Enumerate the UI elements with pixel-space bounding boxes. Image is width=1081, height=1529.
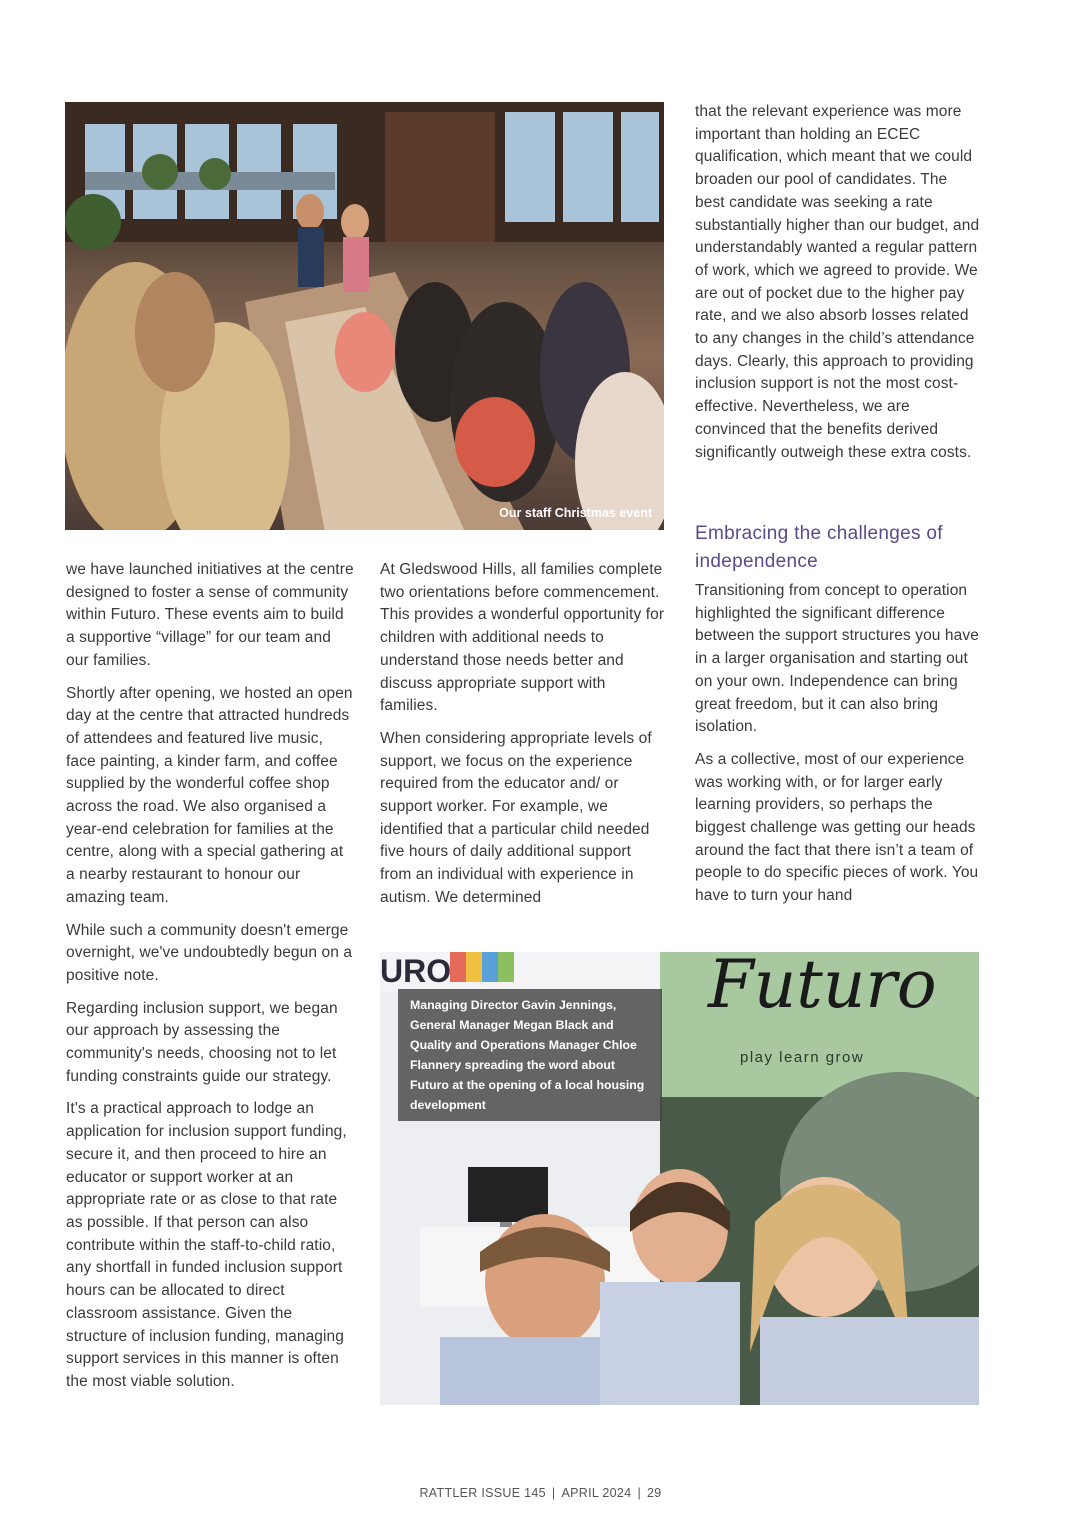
photo-caption: Our staff Christmas event xyxy=(499,506,652,520)
separator: | xyxy=(551,1486,556,1500)
separator: | xyxy=(637,1486,641,1500)
page-number: 29 xyxy=(647,1486,662,1500)
sign-logo: Futuro xyxy=(708,952,937,1023)
photo-caption: Managing Director Gavin Jennings, General Manager Megan Black and Quality and Operations Manager Chloe Flannery spreading the word about Futuro at the opening of a local housing development xyxy=(398,989,662,1121)
christmas-event-photo xyxy=(65,102,664,530)
paragraph: we have launched initiatives at the centre designed to foster a sense of community within Futuro. These events aim to build a supportive “village” for our team and our families. xyxy=(66,561,354,669)
section-heading: Embracing the challenges of independence xyxy=(695,523,943,572)
issue-date: APRIL 2024 xyxy=(561,1486,632,1500)
paragraph: While such a community doesn't emerge overnight, we've undoubtedly begun on a positive note. xyxy=(66,921,353,984)
paragraph: As a collective, most of our experience was working with, or for larger early learning providers, so perhaps the biggest challenge was getting our heads around the fact that there isn’t a team of people to do specific pieces of work. You have to turn your hand xyxy=(695,750,979,905)
futuro-team-photo xyxy=(380,952,979,1405)
column-3-top xyxy=(695,101,980,474)
publication-name: RATTLER ISSUE 145 xyxy=(419,1486,546,1500)
column-3-bottom xyxy=(695,520,980,918)
sign-tagline: play learn grow xyxy=(740,1049,865,1066)
paragraph: Regarding inclusion support, we began our approach by assessing the community's needs, choosing not to let funding constraints guide our strategy. xyxy=(66,999,338,1085)
christmas-event-illustration xyxy=(65,102,664,530)
paragraph: Shortly after opening, we hosted an open day at the centre that attracted hundreds of attendees and featured live music, face painting, a kinder farm, and coffee supplied by the wonderful coffee shop across the road. We also organised a year-end celebration for families at the centre, along with a special gathering at a nearby restaurant to honour our amazing team. xyxy=(66,684,353,906)
page-footer xyxy=(0,1486,1081,1500)
banner-fragment: URO xyxy=(380,953,452,989)
paragraph: Transitioning from concept to operation highlighted the significant difference between the support structures you have in a larger organisation and starting out on your own. Independence can bring great freedom, but it can also bring isolation. xyxy=(695,582,979,736)
paragraph: that the relevant experience was more important than holding an ECEC qualification, which meant that we could broaden our pool of candidates. The best candidate was seeking a rate substantially higher than our budget, and understandably wanted a regular pattern of work, which we agreed to provide. We are out of pocket due to the higher pay rate, and we also absorb losses related to any changes in the child’s attendance days. Clearly, this approach to providing inclusion support is not the most cost-effective. Nevertheless, we are convinced that the benefits derived significantly outweigh these extra costs. xyxy=(695,103,980,461)
paragraph: At Gledswood Hills, all families complete two orientations before commencement. This provides a wonderful opportunity for children with additional needs to understand those needs better and discuss appropriate support with families. xyxy=(380,561,665,715)
column-1 xyxy=(66,559,356,1404)
column-2 xyxy=(380,559,665,920)
paragraph: It's a practical approach to lodge an application for inclusion support funding, secure it, and then proceed to hire an educator or support worker at an appropriate rate or as close to that rate as possible. If that person can also contribute within the staff-to-child ratio, any shortfall in funded inclusion support hours can be allocated to direct classroom assistance. Given the structure of inclusion funding, managing support services in this manner is often the most viable solution. xyxy=(66,1100,347,1390)
paragraph: When considering appropriate levels of support, we focus on the experience required from the educator and/ or support worker. For example, we identified that a particular child needed five hours of daily additional support from an individual with experience in autism. We determined xyxy=(380,729,652,906)
